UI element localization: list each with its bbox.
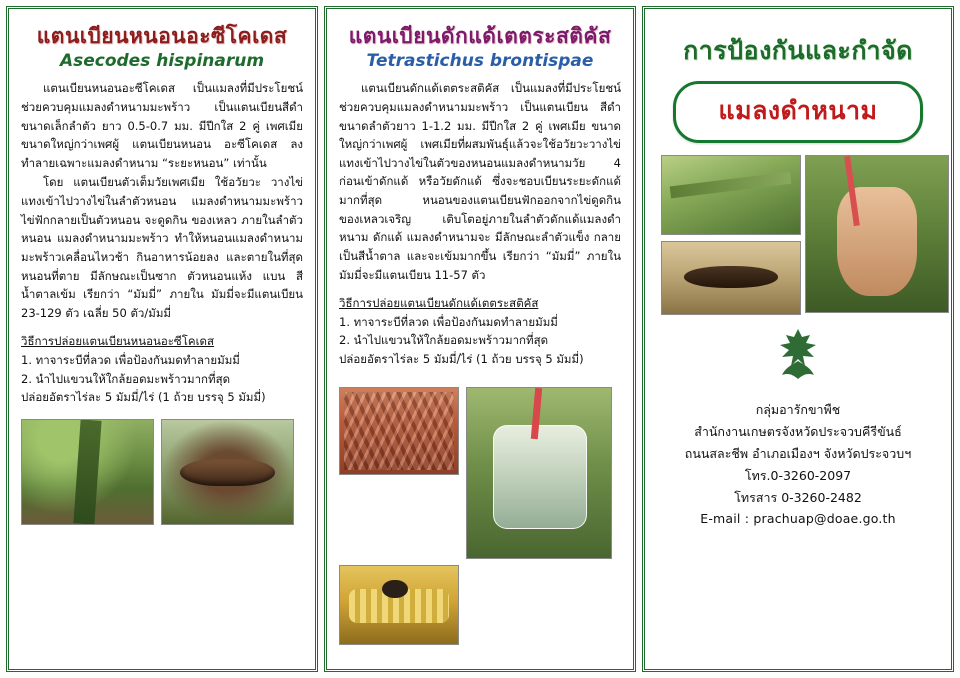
panel-mid-paragraph-1: แตนเบียนดักแด้เตตระสติคัส เป็นแมลงที่มีประโยชน์ช่วยควบคุมแมลงดำหนามมะพร้าว เป็นแตนเบียน สีดำ ขนาดลำตัวยาว 1-1.2 มม. มีปีกใส 2 คู่ เพศเมีย ขนาดใหญ่กว่าเพศผู้ เพศเมียที่ผสมพันธุ์แล้วจะใช้อวัยวะวางไข่แทงเข้าไปวางไข่ในตัวของหนอนแมลงดำหนามวัย 4 ก่อนเข้าดักแด้ หรือวัยดักแด้ ซึ่งจะชอบเบียนระยะดักแด้มากที่สุด หนอนของแตนเบียนฟักออกจากไข่ดูดกินของเหลวเจริญ เติบโตอยู่ภายในลำตัวดักแด้แมลงดำหนาม ดักแด้ แมลงดำหนามจะ มีลักษณะลำตัวแข็ง กลายเป็นสีน้ำตาล และจะเข้มมากขึ้น เรียกว่า “มัมมี่” ภายในมัมมี่จะมีแตนเบียน 11-57 ตัว bbox=[339, 81, 621, 282]
panel-mid-photo-row-top bbox=[339, 387, 621, 559]
panel-left-method-heading: วิธีการปล่อยแตนเบียนหนอนอะซีโคเดส bbox=[21, 334, 215, 349]
cover-title: การป้องกันและกำจัด bbox=[683, 36, 913, 65]
mummies-tray-photo bbox=[339, 387, 459, 475]
panel-mid-method-step-1: 1. ทาจาระบีที่ลวด เพื่อป้องกันมดทำลายมัมมี่ bbox=[339, 314, 558, 329]
larva-closeup-photo bbox=[161, 419, 294, 525]
org-line-2: สำนักงานเกษตรจังหวัดประจวบคีรีขันธ์ bbox=[694, 423, 902, 439]
cover-photo-column-left bbox=[661, 155, 799, 315]
cover-photo-column-right bbox=[805, 155, 947, 315]
panel-mid-method-step-2: 2. นำไปแขวนให้ใกล้ยอดมะพร้าวมากที่สุด bbox=[339, 333, 549, 348]
panel-mid-photo-row-bottom bbox=[339, 565, 621, 645]
org-email[interactable]: E-mail : prachuap@doae.go.th bbox=[700, 511, 896, 527]
panel-left-title-thai: แตนเบียนหนอนอะซีโคเดส bbox=[36, 24, 288, 48]
cover-banner-text: แมลงดำหนาม bbox=[718, 96, 878, 125]
panel-left-paragraph-2: โดย แตนเบียนตัวเต็มวัยเพศเมีย ใช้อวัยวะ วางไข่แทงเข้าไปวางไข่ในลำตัวหนอน แมลงดำหนามมะพร้าว ไข่ฟักกลายเป็นตัวหนอน จะดูดกิน ของเหลว ภายในลำตัวหนอน แมลงดำหนามมะพร้าว ทำให้หนอนแมลงดำหนามมะพร้าวเคลื่อนไหวช้า กินอาหารน้อยลง และตายในที่สุด หนอนที่ตาย มีลักษณะเป็นซาก ตัวหนอนแห้ง แบน สีน้ำตาลเข้ม เรียกว่า “มัมมี่” ภายใน มัมมี่จะมีแตนเบียน 23-129 ตัว เฉลี่ย 50 ตัว/มัมมี่ bbox=[21, 175, 303, 320]
panel-mid-method-heading: วิธีการปล่อยแตนเบียนดักแด้เตตระสติคัส bbox=[339, 296, 539, 311]
org-phone: โทร.0-3260-2097 bbox=[744, 467, 852, 483]
org-line-3: ถนนสละชีพ อำเภอเมืองฯ จังหวัดประจวบฯ bbox=[684, 445, 912, 461]
org-line-1: กลุ่มอารักขาพืช bbox=[755, 402, 841, 417]
panel-left-body bbox=[21, 79, 303, 322]
panel-mid-release-rate: ปล่อยอัตราไร่ละ 5 มัมมี่/ไร่ (1 ถ้วย บรรจุ 5 มัมมี่) bbox=[339, 352, 584, 366]
panel-mid-title-thai: แตนเบียนดักแด้เตตระสติคัส bbox=[348, 24, 612, 48]
hand-holding-release-cup-photo bbox=[805, 155, 949, 313]
panel-left-method-step-1: 1. ทาจาระบีที่ลวด เพื่อป้องกันมดทำลายมัมมี่ bbox=[21, 353, 240, 367]
panel-left-paragraph-1: แตนเบียนหนอนอะซีโคเดส เป็นแมลงที่มีประโยชน์ช่วยควบคุมแมลงดำหนามมะพร้าว เป็นแตนเบียนสีดำ ขนาดเล็กลำตัว ยาว 0.5-0.7 มม. มีปีกใส 2 คู่ เพศเมียขนาดใหญ่กว่าเพศผู้ แตนเบียนหนอน อะซีโคเดส ลงทำลายเฉพาะแมลงดำหนาม “ระยะหนอน” เท่านั้น bbox=[21, 81, 303, 170]
panel-tetrastichus bbox=[324, 6, 636, 672]
organization-logo-wrap bbox=[657, 325, 939, 393]
panel-left-title-scientific: Asecodes hispinarum bbox=[59, 51, 265, 72]
panel-asecodes bbox=[6, 6, 318, 672]
org-fax: โทรสาร 0-3260-2482 bbox=[734, 489, 862, 505]
damaged-coconut-frond-photo bbox=[661, 155, 801, 235]
panel-mid-body bbox=[339, 79, 621, 284]
release-cup-hanging-photo bbox=[466, 387, 612, 559]
panel-left-photo-row bbox=[21, 419, 303, 525]
panel-left-method-step-2: 2. นำไปแขวนให้ใกล้ยอดมะพร้าวมากที่สุด bbox=[21, 371, 231, 386]
organization-contact bbox=[657, 399, 939, 530]
panel-cover bbox=[642, 6, 954, 672]
black-beetle-adult-photo bbox=[661, 241, 801, 315]
panel-left-release-rate: ปล่อยอัตราไร่ละ 5 มัมมี่/ไร่ (1 ถ้วย บรรจุ 5 มัมมี่) bbox=[21, 390, 266, 405]
beetle-on-corn-photo bbox=[339, 565, 459, 645]
panel-mid-title-scientific: Tetrastichus brontispae bbox=[366, 51, 594, 72]
cover-banner bbox=[673, 81, 923, 143]
garuda-emblem-icon bbox=[766, 325, 830, 393]
cover-photo-group bbox=[661, 155, 935, 315]
coconut-palm-field-photo bbox=[21, 419, 154, 525]
